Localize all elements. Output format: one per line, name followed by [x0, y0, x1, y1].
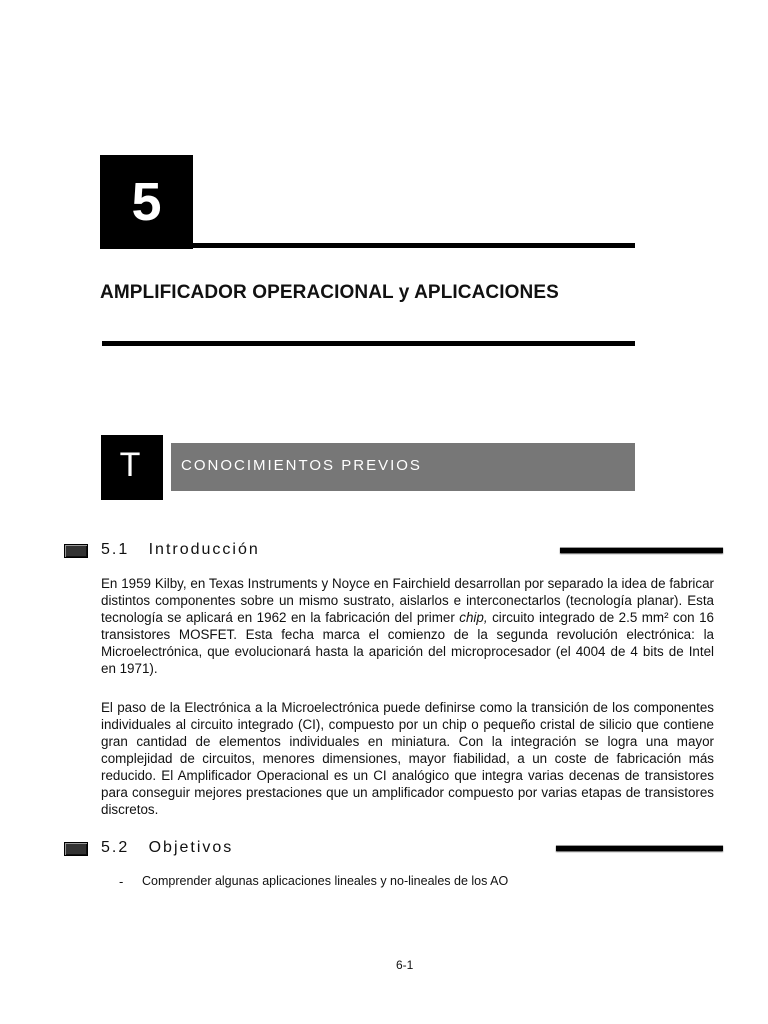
section-rule [560, 547, 723, 553]
intro-paragraph-1 [101, 575, 714, 677]
section-bullet-icon [64, 842, 88, 856]
section-bullet-icon [64, 544, 88, 558]
unit-letter-box [101, 435, 163, 500]
chapter-number-box [100, 155, 193, 249]
section-heading-5-1 [101, 541, 260, 559]
list-bullet: - [119, 874, 124, 889]
paragraph-text: circuito integrado de 2.5 mm² con 16 transistores MOSFET. Esta fecha marca el comienzo de la segunda revolución electrónica: la Microelectrónica, que evolucionará hasta la aparición del microprocesador (el 4004 de 4 bits de Intel en 1971). [101, 610, 715, 676]
chapter-number: 5 [131, 172, 162, 232]
paragraph-text: En 1959 Kilby, en Texas Instruments y Noyce en Fairchield desarrollan por separado la idea de fabricar distintos componentes sobre un mismo sustrato, aislarlos e interconectarlos (tecnología planar). Esta tecnología se aplicará en 1962 en la fabricación del primer [101, 576, 714, 625]
chapter-rule-bottom [102, 341, 635, 346]
list-item: Comprender algunas aplicaciones lineales y no-lineales de los AO [142, 874, 509, 888]
section-number: 5.2 [101, 839, 130, 856]
paragraph-italic-text: chip, [459, 610, 488, 625]
section-heading-5-2 [101, 839, 233, 857]
unit-letter: T [119, 446, 141, 484]
section-rule [556, 845, 723, 851]
chapter-rule-top [193, 243, 635, 248]
section-number: 5.1 [101, 541, 130, 558]
chapter-title: AMPLIFICADOR OPERACIONAL y APLICACIONES [100, 282, 559, 303]
page-number: 6-1 [396, 958, 414, 972]
intro-paragraph-2: El paso de la Electrónica a la Microelectrónica puede definirse como la transición de los componentes individuales al circuito integrado (CI), compuesto por un chip o pequeño cristal de silicio que contiene gran cantidad de elementos individuales en miniatura. Con la integración se logra una mayor complejidad de circuitos, menores dimensiones, mayor fiabilidad, a un coste de fabricación más reducido. El Amplificador Operacional es un CI analógico que integra varias decenas de transistores para conseguir mejores prestaciones que un amplificador compuesto por varias etapas de transistores discretos. [101, 700, 714, 817]
unit-banner-label: CONOCIMIENTOS PREVIOS [181, 457, 422, 474]
section-title: Introducción [148, 541, 260, 558]
section-title: Objetivos [148, 839, 234, 856]
unit-banner [171, 443, 635, 491]
